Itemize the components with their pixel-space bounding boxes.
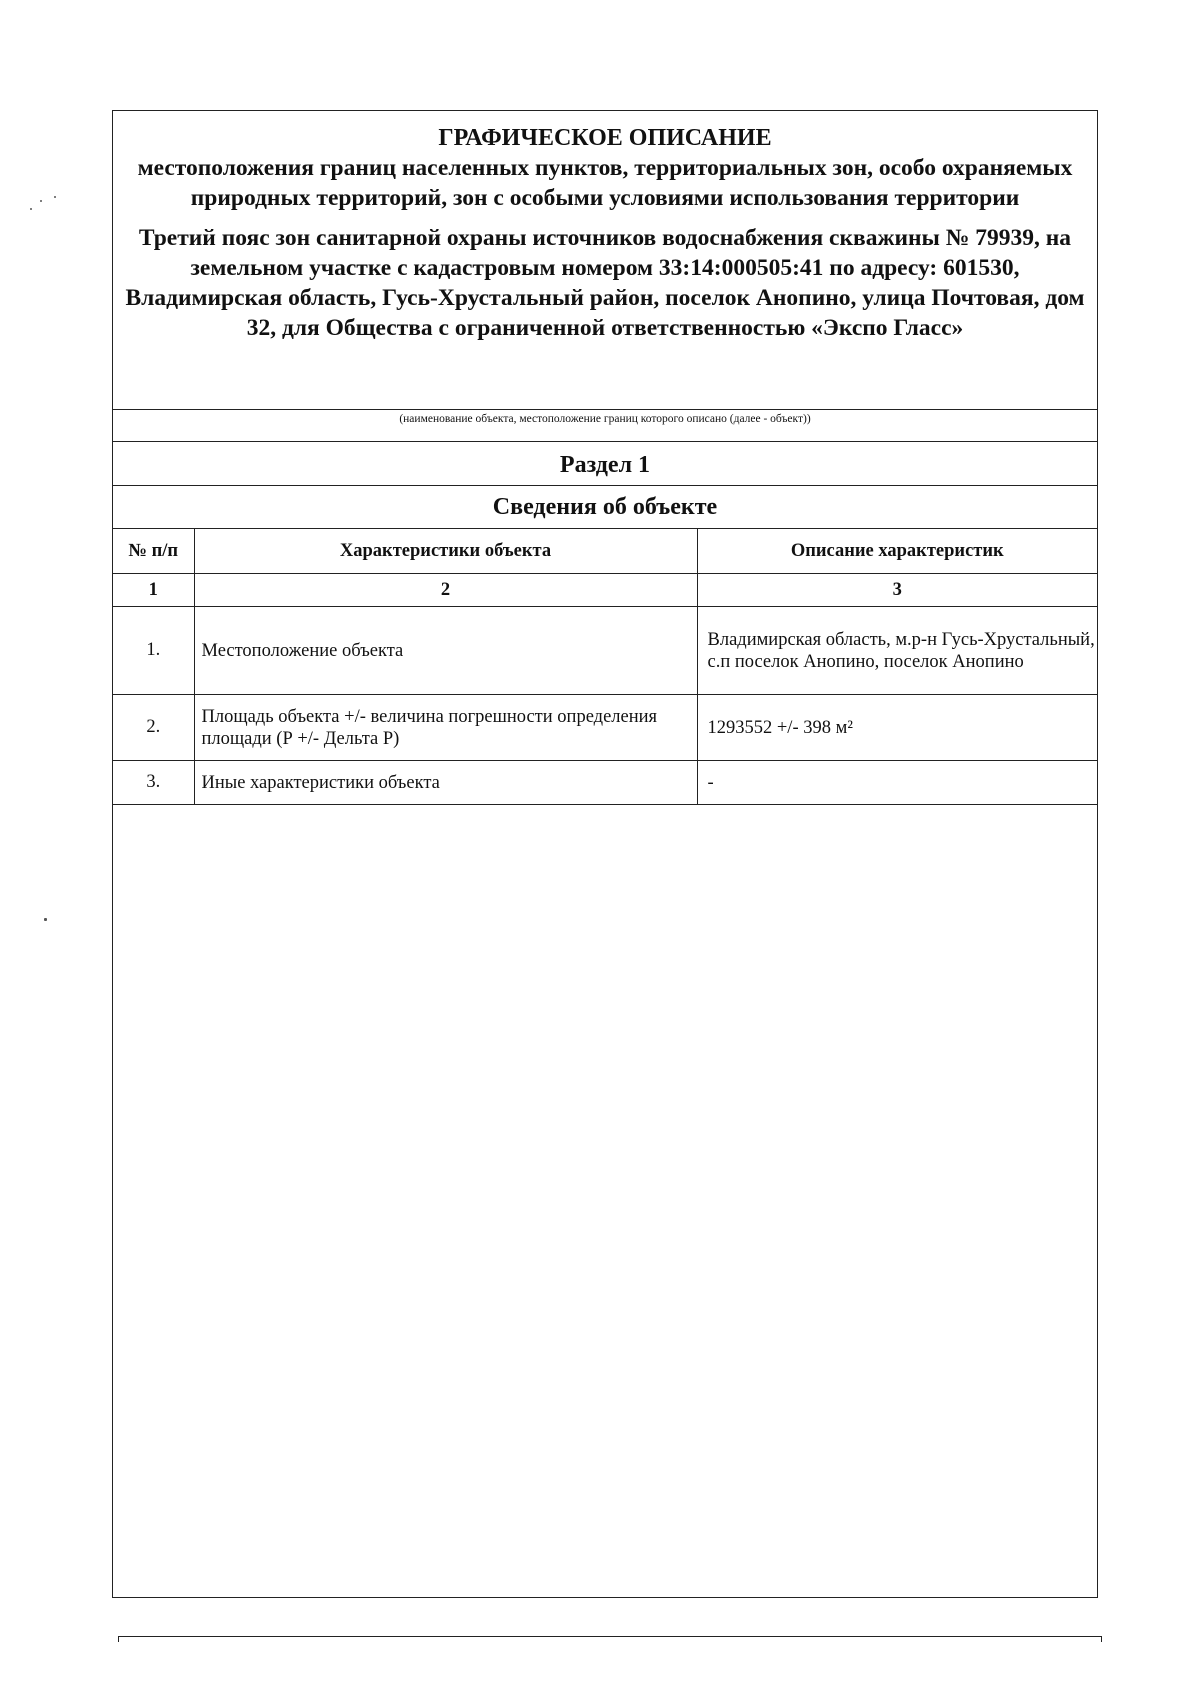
table-row (113, 695, 1097, 761)
section-subtitle: Сведения об объекте (492, 494, 718, 520)
document-title: ГРАФИЧЕСКОЕ ОПИСАНИЕ (438, 125, 772, 151)
row-characteristic: Иные характеристики объекта (194, 761, 697, 805)
document-header (113, 111, 1097, 409)
footer-tick (1101, 1636, 1102, 1642)
column-header: № п/п (113, 529, 194, 574)
section-divider (113, 485, 1097, 486)
row-number: 1. (113, 607, 194, 695)
row-number: 2. (113, 695, 194, 761)
column-number: 1 (113, 574, 194, 607)
row-characteristic: Местоположение объекта (194, 607, 697, 695)
column-header: Характеристики объекта (194, 529, 697, 574)
section-title: Раздел 1 (559, 452, 651, 478)
row-description: Владимирская область, м.р-н Гусь-Хрустальный, с.п поселок Анопино, поселок Анопино (697, 607, 1097, 695)
footer-rule (118, 1636, 1102, 1637)
document-subtitle: местоположения границ населенных пунктов, территориальных зон, особо охраняемых природных территорий, зон с особыми условиями использования территории (137, 155, 1073, 211)
document-frame (112, 110, 1098, 1598)
object-caption: (наименование объекта, местоположение границ которого описано (далее - объект)) (399, 413, 811, 425)
column-number: 3 (697, 574, 1097, 607)
row-number: 3. (113, 761, 194, 805)
column-number: 2 (194, 574, 697, 607)
header-rule (113, 409, 1097, 410)
object-info-table (113, 528, 1097, 805)
scan-speck (40, 200, 42, 202)
footer-tick (118, 1636, 119, 1642)
column-number-row (113, 574, 1097, 607)
table-header-row (113, 529, 1097, 574)
row-description: - (697, 761, 1097, 805)
table-row (113, 607, 1097, 695)
table-row (113, 761, 1097, 805)
column-header: Описание характеристик (697, 529, 1097, 574)
row-characteristic: Площадь объекта +/- величина погрешности определения площади (Р +/- Дельта Р) (194, 695, 697, 761)
object-name: Третий пояс зон санитарной охраны источников водоснабжения скважины № 79939, на земельном участке с кадастровым номером 33:14:000505:41 по адресу: 601530, Владимирская область, Гусь-Хрустальный район, поселок Анопино, улица Почтовая, дом 32, для Общества с ограниченной ответственностью «Экспо Гласс» (125, 225, 1085, 341)
section-divider (113, 441, 1097, 442)
scan-speck (44, 918, 47, 921)
scan-speck (30, 208, 32, 210)
row-description: 1293552 +/- 398 м² (697, 695, 1097, 761)
scan-speck (54, 196, 56, 198)
